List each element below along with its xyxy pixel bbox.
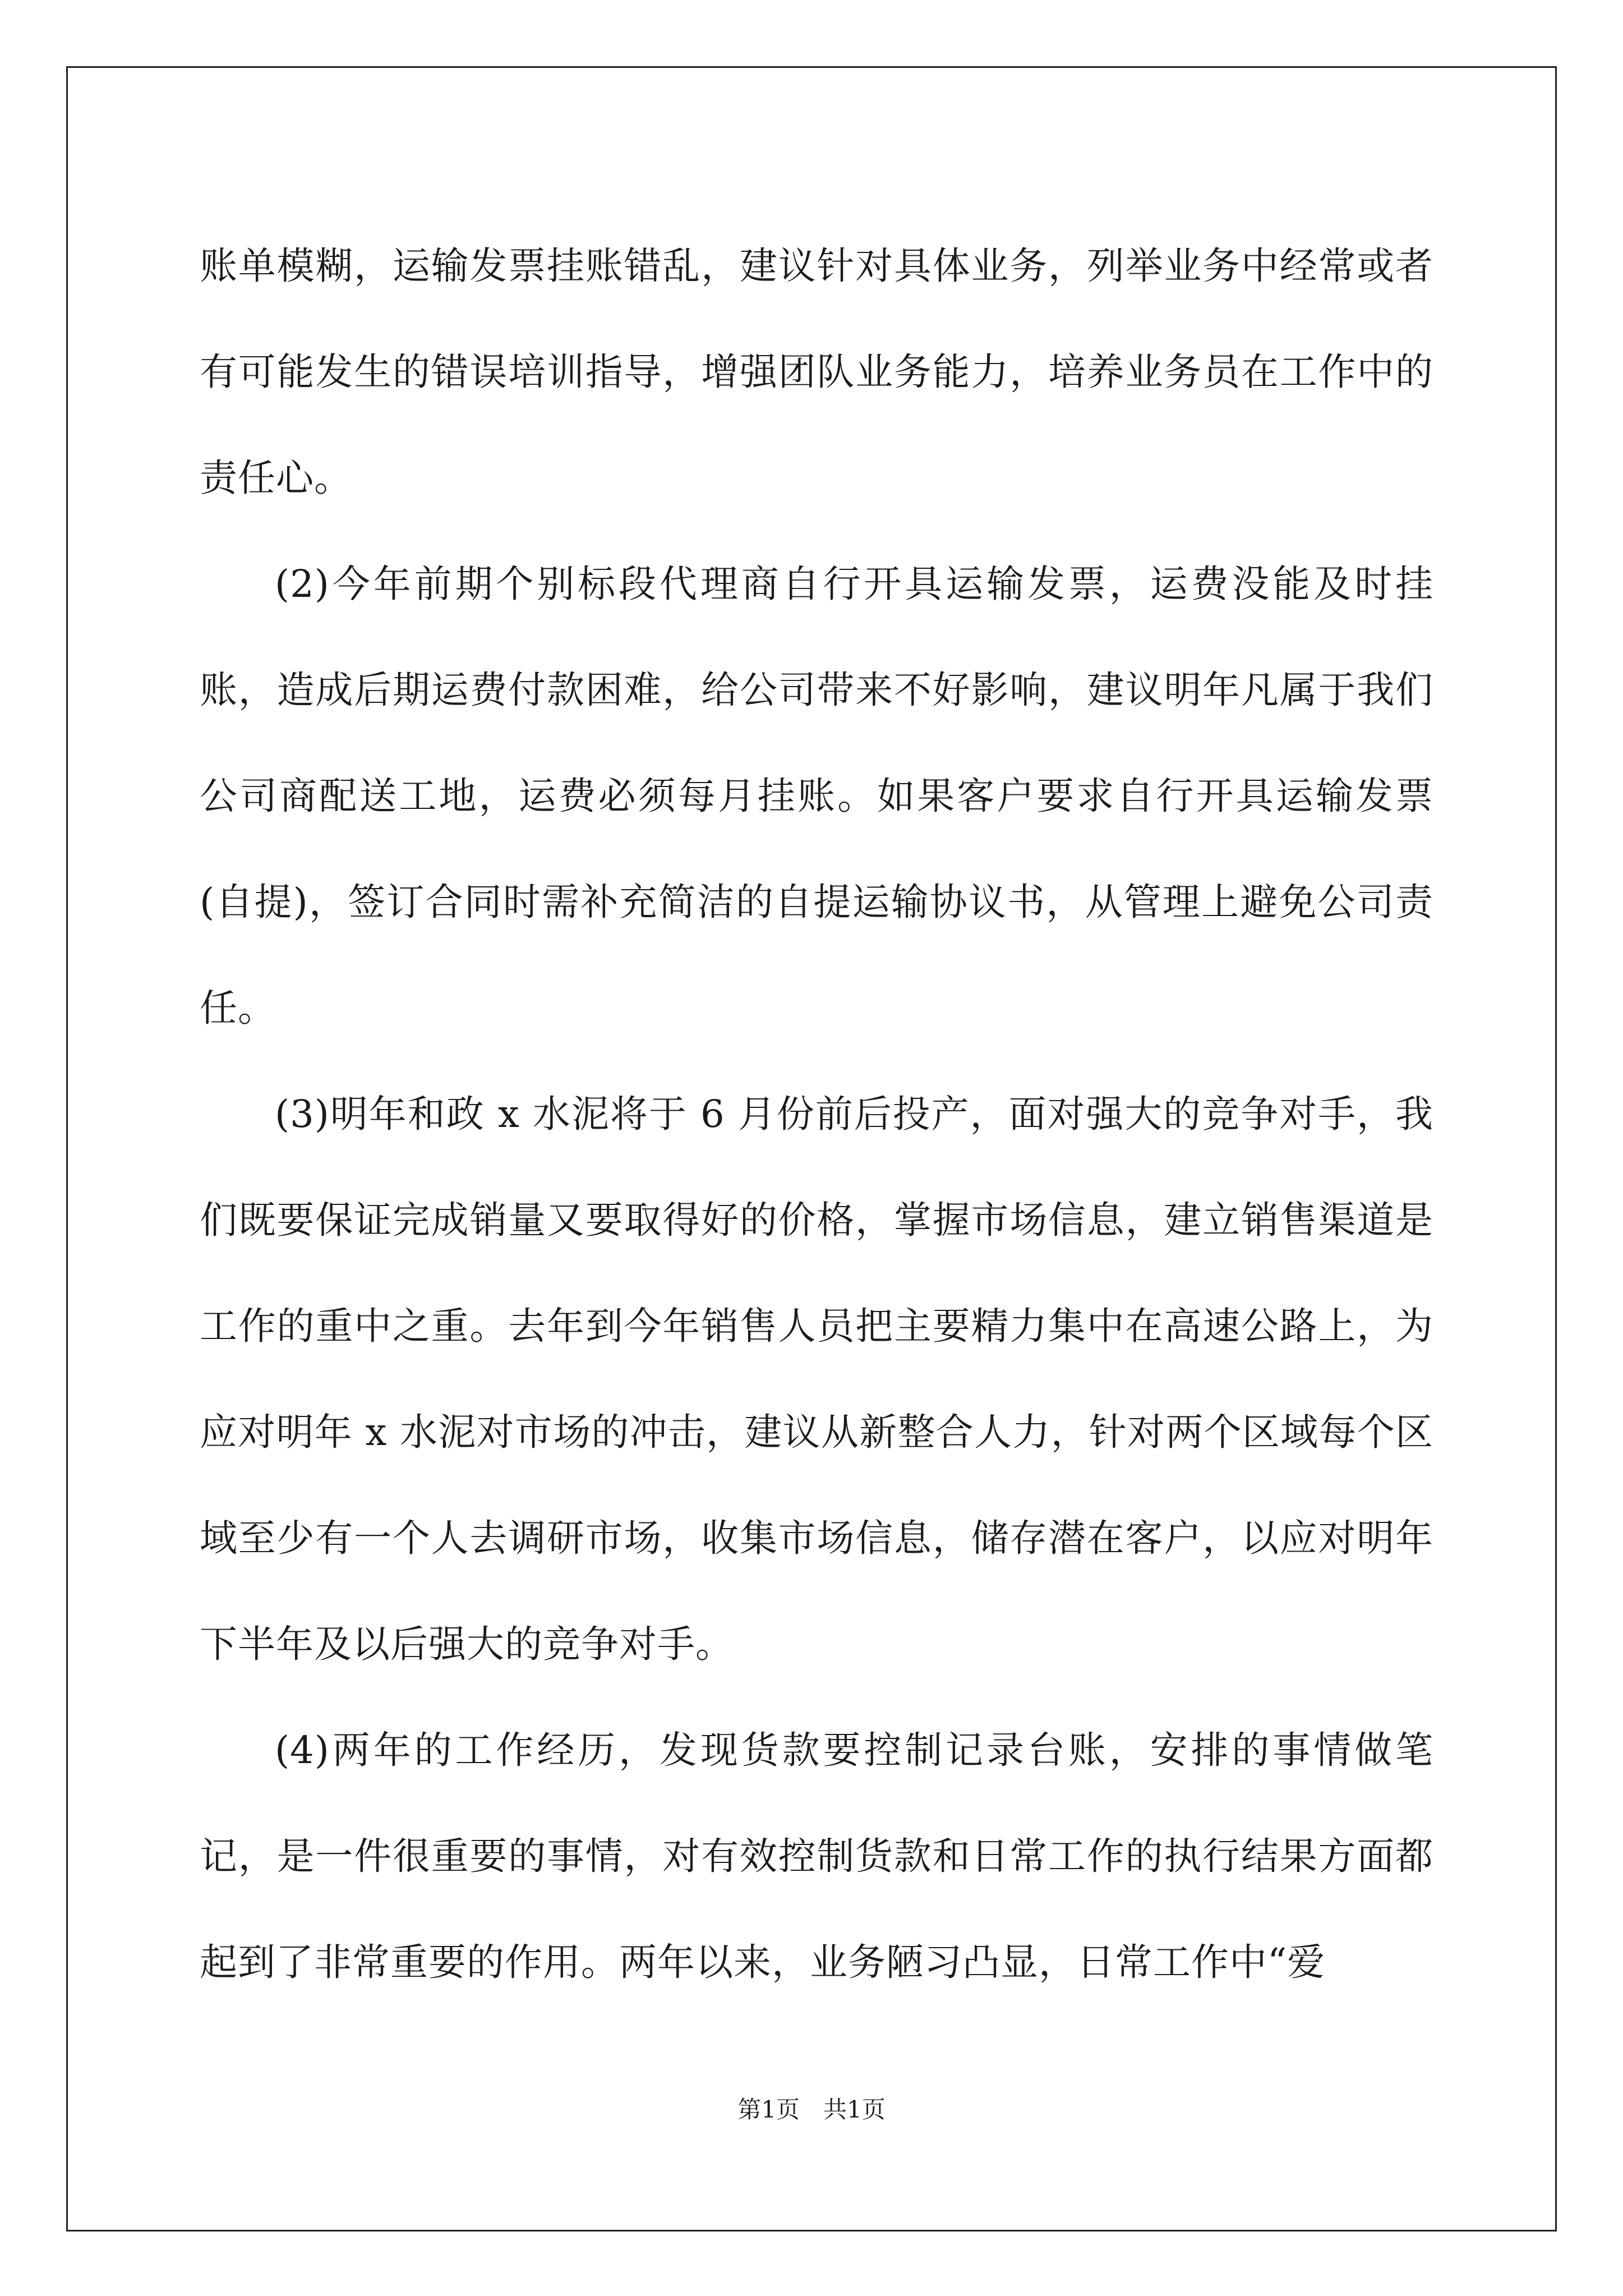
paragraph-item-3: (3)明年和政 x 水泥将于 6 月份前后投产，面对强大的竞争对手，我们既要保证完成销量又要取得好的价格，掌握市场信息，建立销售渠道是工作的重中之重。去年到今年销售人员把主要精力集中在高速公路上，为应对明年 x 水泥对市场的冲击，建议从新整合人力，针对两个区域每个区域至少有一个人去调研市场，收集市场信息，储存潜在客户，以应对明年下半年及以后强大的竞争对手。 bbox=[200, 1092, 1433, 1666]
paragraph-continued: 账单模糊，运输发票挂账错乱，建议针对具体业务，列举业务中经常或者有可能发生的错误培训指导，增强团队业务能力，培养业务员在工作中的责任心。 bbox=[200, 244, 1433, 500]
page-footer: 第1页 共1页 bbox=[737, 2096, 886, 2123]
paragraph-item-4: (4)两年的工作经历，发现货款要控制记录台账，安排的事情做笔记，是一件很重要的事情，对有效控制货款和日常工作的执行结果方面都起到了非常重要的作用。两年以来，业务陋习凸显，日常工作中“爱 bbox=[200, 1728, 1433, 1984]
document-body bbox=[200, 213, 1433, 2016]
paragraph-item-2: (2)今年前期个别标段代理商自行开具运输发票，运费没能及时挂账，造成后期运费付款困难，给公司带来不好影响，建议明年凡属于我们公司商配送工地，运费必须每月挂账。如果客户要求自行开具运输发票(自提)，签订合同时需补充简洁的自提运输协议书，从管理上避免公司责任。 bbox=[200, 562, 1433, 1030]
